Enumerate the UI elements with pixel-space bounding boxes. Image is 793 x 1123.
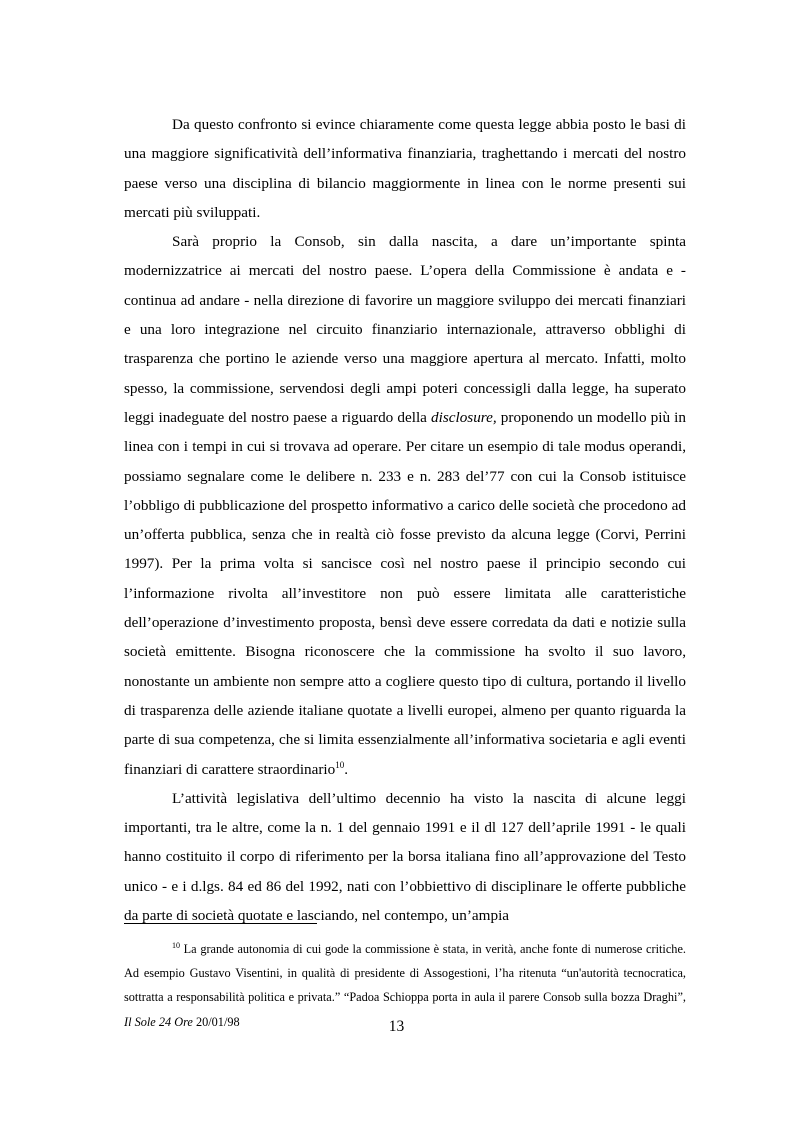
paragraph-2-end: . xyxy=(344,760,349,778)
paragraph-3: L’attività legislativa dell’ultimo decennio ha visto la nascita di alcune leggi importanti, tra le altre, come la n. 1 del gennaio 1991 e il dl 127 dell’aprile 1991 - le quali hanno costituito il corpo di riferimento per la borsa italiana fino all’approvazione del Testo unico - e i d.lgs. 84 ed 86 del 1992, nati con l’obbiettivo di disciplinare le offerte pubbliche da parte di società quotate e lasciando, nel contempo, un’ampia xyxy=(124,789,686,925)
footnote-text: La grande autonomia di cui gode la commissione è stata, in verità, anche fonte di numerose critiche. Ad esempio Gustavo Visentini, in qualità di presidente di Assogestioni, l’ha ritenuta “un'autorità tecnocratica, sottratta a responsabilità politica e privata.” “Padoa Schioppa porta in aula il parere Consob sulla bozza Draghi”, xyxy=(124,942,686,1005)
footnote-reference[interactable]: 10 xyxy=(335,759,345,770)
paragraph-2-text-a: Sarà proprio la Consob, sin dalla nascita, a dare un’importante spinta modernizzatrice ai mercati del nostro paese. L’opera della Commissione è andata e - continua ad andare - nella direzione di favorire un maggiore sviluppo dei mercati finanziari e una loro integrazione nel circuito finanziario internazionale, attraverso obblighi di trasparenza che portino le aziende verso una maggiore apertura al mercato. Infatti, molto spesso, la commissione, servendosi degli ampi poteri concessigli dalla legge, ha superato leggi inadeguate del nostro paese a riguardo della xyxy=(124,233,686,426)
footnote-date: 20/01/98 xyxy=(192,1014,240,1029)
paragraph-1: Da questo confronto si evince chiaramente come questa legge abbia posto le basi di una maggiore significatività dell’informativa finanziaria, traghettando i mercati del nostro paese verso una disciplina di bilancio maggiormente in linea con le norme presenti sui mercati più sviluppati. xyxy=(124,116,686,221)
page-number: 13 xyxy=(388,1018,405,1035)
disclosure-term: disclosure, xyxy=(431,408,497,426)
footnote-separator xyxy=(124,923,317,924)
footnote-number: 10 xyxy=(172,940,180,950)
main-text xyxy=(124,110,686,930)
paragraph-2 xyxy=(124,227,686,784)
footnote-source: Il Sole 24 Ore xyxy=(124,1014,193,1029)
paragraph-2-text-b: proponendo un modello più in linea con i tempi in cui si trovava ad operare. Per citare un esempio di tale modus operandi, possiamo segnalare come le delibere n. 233 e n. 283 del’77 con cui la Consob istituisce l’obbligo di pubblicazione del prospetto informativo a carico delle società che procedono ad un’offerta pubblica, senza che in realtà ciò fosse previsto da alcuna legge (Corvi, Perrini 1997). Per la prima volta si sancisce così nel nostro paese il principio secondo cui l’informazione rivolta all’investitore non può essere limitata alle caratteristiche dell’operazione d’investimento proposta, bensì deve essere corredata da dati e notizie sulla società emittente. Bisogna riconoscere che la commissione ha svolto il suo lavoro, nonostante un ambiente non sempre atto a cogliere questo tipo di cultura, portando il livello di trasparenza delle aziende italiane quotate a livelli europei, almeno per quanto riguarda la parte di sua competenza, che si limita essenzialmente all’informativa societaria e agli eventi finanziari di carattere straordinario xyxy=(124,408,686,778)
